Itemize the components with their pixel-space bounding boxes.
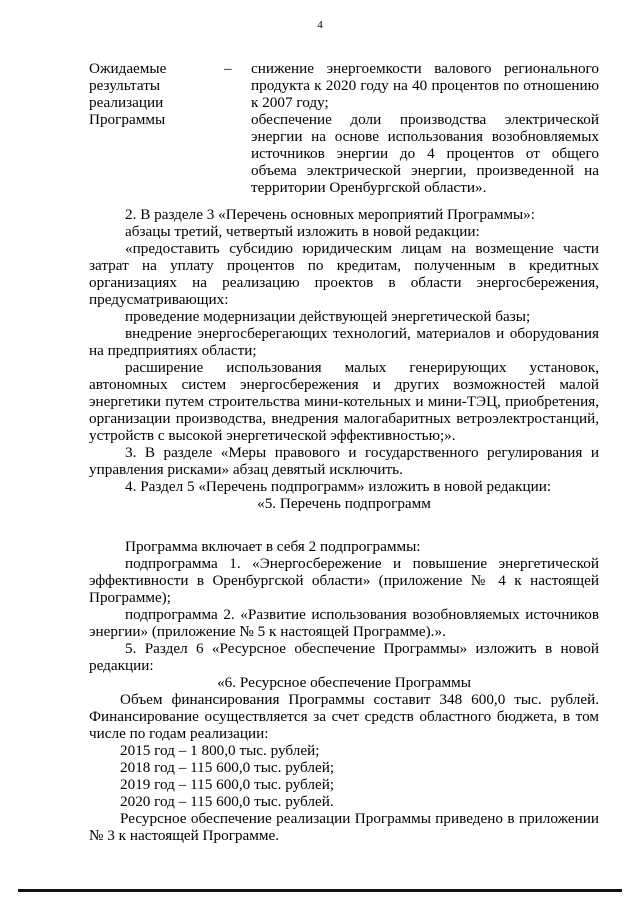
- year-line: 2015 год – 1 800,0 тыс. рублей;: [120, 742, 320, 759]
- label-line: реализации: [89, 94, 164, 111]
- paragraph: Объем финансирования Программы составит 348 600,0 тыс. рублей. Финансирование осуществляется за счет средств областного бюджета, в том числе по годам реализации:: [89, 691, 599, 742]
- dash: –: [224, 60, 232, 77]
- paragraph: «предоставить субсидию юридическим лицам на возмещение части затрат на уплату процентов по кредитам, полученным в кредитных организациях на реализацию проектов в области энергосбережения, предусматривающих:: [89, 240, 599, 308]
- expected-results-items: [251, 60, 599, 196]
- body-text: [89, 206, 599, 844]
- section-heading: «5. Перечень подпрограмм: [257, 495, 431, 512]
- paragraph: 2. В разделе 3 «Перечень основных мероприятий Программы»:: [125, 206, 535, 223]
- expected-result-item: обеспечение доли производства электрической энергии на основе использования возобновляемых источников энергии до 4 процентов от общего объема электрической энергии, произведенной на территории Оренбургской области».: [251, 111, 599, 196]
- paragraph: проведение модернизации действующей энергетической базы;: [125, 308, 531, 325]
- expected-result-item: снижение энергоемкости валового регионального продукта к 2020 году на 40 процентов по отношению к 2007 году;: [251, 60, 599, 111]
- paragraph: 5. Раздел 6 «Ресурсное обеспечение Программы» изложить в новой редакции:: [89, 640, 599, 674]
- paragraph: Программа включает в себя 2 подпрограммы:: [125, 538, 421, 555]
- paragraph: Ресурсное обеспечение реализации Программы приведено в приложении № 3 к настоящей Программе.: [89, 810, 599, 844]
- paragraph: расширение использования малых генерирующих установок, автономных систем энергосбережения и других возможностей малой энергетики путем строительства мини-котельных и мини-ТЭЦ, приобретения, организации производства, внедрения малогабаритных ветроэлектростанций, устройств с высокой энергетической эффективностью;».: [89, 359, 599, 444]
- label-line: Программы: [89, 111, 166, 128]
- paragraph: 4. Раздел 5 «Перечень подпрограмм» изложить в новой редакции:: [125, 478, 552, 495]
- paragraph: внедрение энергосберегающих технологий, материалов и оборудования на предприятиях области;: [89, 325, 599, 359]
- expected-results-label: [89, 60, 224, 196]
- paragraph: 3. В разделе «Меры правового и государственного регулирования и управления рисками» абзац девятый исключить.: [89, 444, 599, 478]
- paragraph: подпрограмма 2. «Развитие использования возобновляемых источников энергии» (приложение № 5 к настоящей Программе).».: [89, 606, 599, 640]
- label-line: результаты: [89, 77, 161, 94]
- year-line: 2020 год – 115 600,0 тыс. рублей.: [120, 793, 334, 810]
- year-line: 2019 год – 115 600,0 тыс. рублей;: [120, 776, 335, 793]
- paragraph: подпрограмма 1. «Энергосбережение и повышение энергетической эффективности в Оренбургской области» (приложение № 4 к настоящей Программе);: [89, 555, 599, 606]
- label-line: Ожидаемые: [89, 60, 167, 77]
- page-number: 4: [317, 19, 323, 31]
- year-line: 2018 год – 115 600,0 тыс. рублей;: [120, 759, 335, 776]
- spacer: [89, 512, 599, 538]
- paragraph: абзацы третий, четвертый изложить в новой редакции:: [125, 223, 480, 240]
- bottom-rule: [18, 889, 622, 892]
- section-heading: «6. Ресурсное обеспечение Программы: [217, 674, 471, 691]
- expected-results-block: [89, 60, 599, 196]
